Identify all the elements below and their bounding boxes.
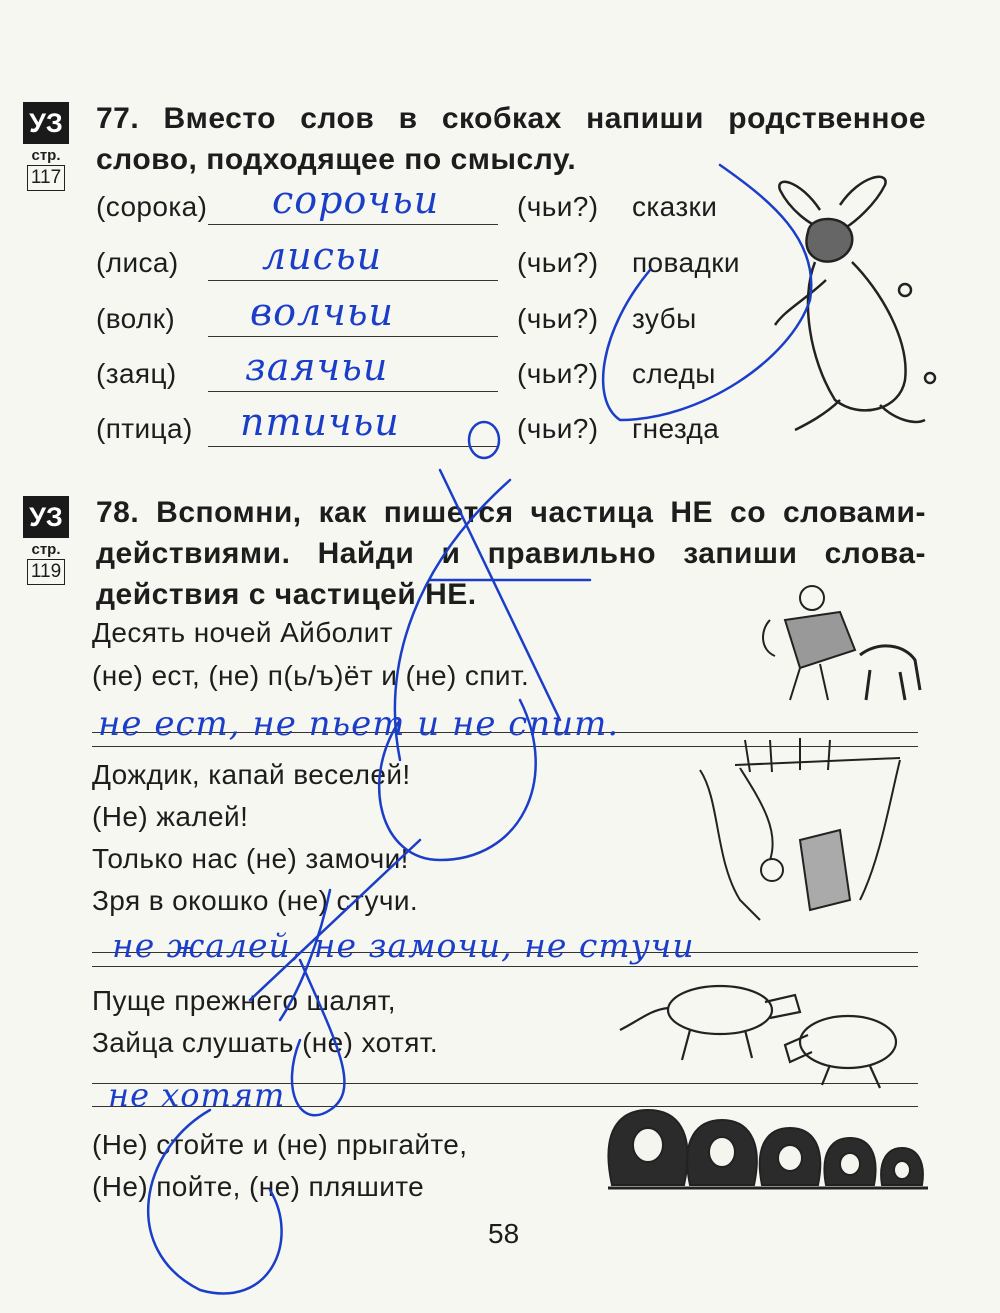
question-hint: (чьи?) [517,303,599,334]
task-77-badge [22,102,70,191]
target-noun: сказки [632,191,718,222]
poem-line: Зря в окошко (не) стучи. [92,885,419,916]
handwritten-answer: птичьи [240,400,400,444]
answer-line [208,280,498,281]
question-hint: (чьи?) [517,191,599,222]
poem-line: (Не) пойте, (не) пляшите [92,1171,425,1202]
source-word: (лиса) [96,247,179,278]
answer-line [92,746,918,747]
source-word: (волк) [96,303,176,334]
source-word: (птица) [96,413,193,444]
handwritten-answer: сорочьи [272,178,440,222]
task-77-title: 77. Вместо слов в скобках напиши родственное слово, подходящее по смыслу. [96,102,926,176]
handwritten-answer: не ест, не пьет и не спит. [98,704,620,744]
poem-line: Только нас (не) замочи! [92,843,409,874]
target-noun: следы [632,358,716,389]
textbook-page-number: 117 [27,165,65,191]
answer-line [208,446,498,447]
answer-line [208,336,498,337]
source-word: (заяц) [96,358,177,389]
textbook-page-number: 119 [27,559,65,585]
answer-line [208,391,498,392]
handwritten-answer: заячьи [245,345,389,389]
target-noun: зубы [632,303,697,334]
answer-line [92,966,918,967]
question-hint: (чьи?) [517,413,599,444]
poem-line: (Не) жалей! [92,801,249,832]
exercise-code: УЗ [23,496,69,538]
poem-line: (Не) стойте и (не) прыгайте, [92,1129,468,1160]
nesting-dolls-illustration [608,1110,928,1188]
poem-line: Зайца слушать (не) хотят. [92,1027,439,1058]
poem-line: Дождик, капай веселей! [92,759,411,790]
question-hint: (чьи?) [517,247,599,278]
handwritten-answer: не жалей, не замочи, не стучи [112,926,695,965]
question-hint: (чьи?) [517,358,599,389]
poem-line: Пуще прежнего шалят, [92,985,396,1016]
exercise-code: УЗ [23,102,69,144]
page-number: 58 [488,1218,520,1249]
task-78-badge [22,496,70,585]
rain-canopy-illustration [700,738,900,920]
pigs-illustration [620,986,896,1088]
hare-illustration [775,177,935,430]
target-noun: повадки [632,247,740,278]
answer-line [208,224,498,225]
task-78-title: 78. Вспомни, как пишется частица НЕ со словами-действиями. Найди и правильно запиши слова-действия с частицей НЕ. [96,496,926,611]
page-label: стр. [31,147,61,164]
page-label: стр. [31,541,61,558]
target-noun: гнезда [632,413,720,444]
handwritten-answer: лисьи [262,234,383,278]
handwritten-answer: волчьи [250,290,394,334]
poem-line: (не) ест, (не) п(ь/ъ)ёт и (не) спит. [92,660,530,691]
source-word: (сорока) [96,191,208,222]
handwritten-answer: не хотят [108,1076,286,1114]
poem-line: Десять ночей Айболит [92,617,394,648]
